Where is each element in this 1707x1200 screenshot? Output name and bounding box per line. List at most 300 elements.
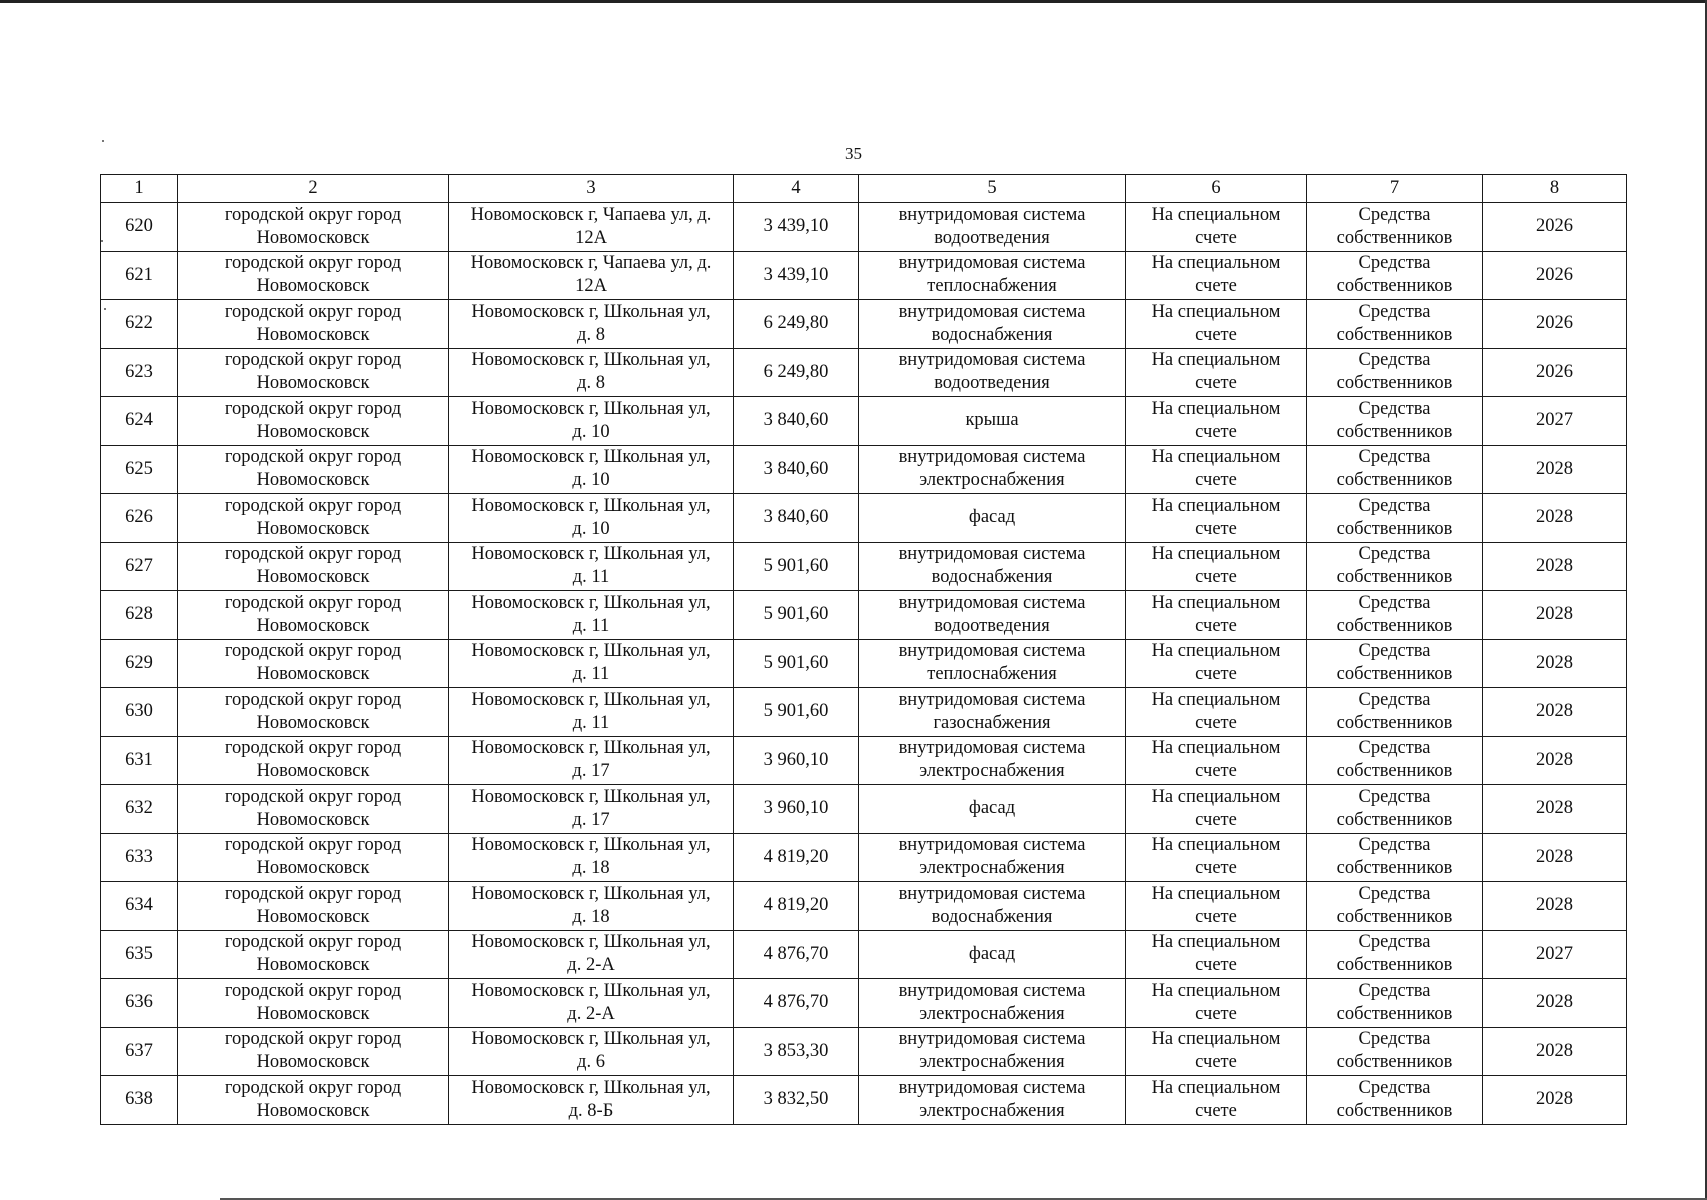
funding-source-cell — [1307, 300, 1483, 349]
fund-method-line: На специальном — [1151, 301, 1281, 322]
municipality-line: городской округ город — [224, 398, 402, 419]
municipality-cell — [178, 833, 449, 882]
address-cell — [449, 1027, 734, 1076]
fund-method-line: счете — [1195, 664, 1237, 685]
address-line: д. 2-А — [567, 1003, 615, 1024]
address-cell — [449, 494, 734, 543]
address-cell — [449, 445, 734, 494]
address-line: д. 11 — [572, 567, 610, 588]
address-cell — [449, 300, 734, 349]
planned-year-cell: 2028 — [1483, 979, 1627, 1028]
funding-source-cell — [1307, 882, 1483, 931]
fund-method-line: На специальном — [1151, 738, 1281, 759]
municipality-line: Новомосковск — [256, 1003, 370, 1024]
planned-year-cell: 2028 — [1483, 882, 1627, 931]
municipality-cell — [178, 397, 449, 446]
work-type-line: водоснабжения — [931, 906, 1053, 927]
address-cell — [449, 591, 734, 640]
funding-source-cell — [1307, 736, 1483, 785]
funding-source-line: собственников — [1336, 567, 1453, 588]
planned-year-cell: 2028 — [1483, 833, 1627, 882]
work-type-cell — [859, 542, 1126, 591]
address-line: Новомосковск г, Чапаева ул, д. — [470, 204, 712, 225]
funding-source-line: собственников — [1336, 761, 1453, 782]
fund-method-cell — [1126, 300, 1307, 349]
funding-source-cell — [1307, 785, 1483, 834]
address-line: Новомосковск г, Чапаева ул, д. — [470, 253, 712, 274]
fund-method-line: На специальном — [1151, 350, 1281, 371]
row-number-cell: 634 — [101, 882, 178, 931]
municipality-cell — [178, 203, 449, 252]
area-cell: 3 439,10 — [734, 203, 859, 252]
area-cell: 3 840,60 — [734, 397, 859, 446]
municipality-line: городской округ город — [224, 204, 402, 225]
area-cell: 5 901,60 — [734, 591, 859, 640]
address-line: д. 10 — [572, 470, 610, 491]
table-row — [101, 639, 1627, 688]
address-line: 12А — [575, 227, 607, 248]
column-header: 5 — [859, 175, 1126, 203]
planned-year-cell: 2028 — [1483, 445, 1627, 494]
funding-source-line: собственников — [1336, 615, 1453, 636]
area-cell: 3 840,60 — [734, 445, 859, 494]
municipality-line: городской округ город — [224, 447, 402, 468]
municipality-cell — [178, 1076, 449, 1125]
municipality-line: городской округ город — [224, 544, 402, 565]
municipality-cell — [178, 688, 449, 737]
work-type-line: крыша — [965, 410, 1019, 431]
municipality-line: Новомосковск — [256, 373, 370, 394]
funding-source-line: собственников — [1336, 1100, 1453, 1121]
work-type-line: внутридомовая система — [898, 641, 1086, 662]
fund-method-line: счете — [1195, 809, 1237, 830]
planned-year-cell: 2028 — [1483, 1076, 1627, 1125]
funding-source-line: Средства — [1358, 447, 1431, 468]
fund-method-cell — [1126, 882, 1307, 931]
municipality-cell — [178, 1027, 449, 1076]
fund-method-line: На специальном — [1151, 495, 1281, 516]
table-row — [101, 882, 1627, 931]
row-number-cell: 632 — [101, 785, 178, 834]
funding-source-line: Средства — [1358, 495, 1431, 516]
planned-year-cell: 2027 — [1483, 930, 1627, 979]
municipality-line: городской округ город — [224, 301, 402, 322]
funding-source-line: Средства — [1358, 301, 1431, 322]
fund-method-line: счете — [1195, 470, 1237, 491]
row-number-cell: 633 — [101, 833, 178, 882]
row-number-cell: 636 — [101, 979, 178, 1028]
address-line: Новомосковск г, Школьная ул, — [471, 883, 711, 904]
funding-source-line: Средства — [1358, 689, 1431, 710]
funding-source-line: собственников — [1336, 373, 1453, 394]
area-cell: 4 819,20 — [734, 833, 859, 882]
municipality-cell — [178, 494, 449, 543]
municipality-line: городской округ город — [224, 835, 402, 856]
address-cell — [449, 785, 734, 834]
fund-method-line: счете — [1195, 761, 1237, 782]
column-header: 6 — [1126, 175, 1307, 203]
municipality-line: Новомосковск — [256, 1052, 370, 1073]
row-number-cell: 620 — [101, 203, 178, 252]
fund-method-cell — [1126, 736, 1307, 785]
municipality-line: городской округ город — [224, 1029, 402, 1050]
funding-source-cell — [1307, 251, 1483, 300]
funding-source-line: Средства — [1358, 1029, 1431, 1050]
address-line: Новомосковск г, Школьная ул, — [471, 980, 711, 1001]
area-cell: 3 832,50 — [734, 1076, 859, 1125]
table-row — [101, 203, 1627, 252]
table-row — [101, 397, 1627, 446]
funding-source-line: Средства — [1358, 641, 1431, 662]
address-line: д. 8-Б — [568, 1100, 614, 1121]
address-cell — [449, 639, 734, 688]
address-line: д. 2-А — [567, 955, 615, 976]
address-cell — [449, 736, 734, 785]
funding-source-cell — [1307, 833, 1483, 882]
address-cell — [449, 1076, 734, 1125]
funding-source-cell — [1307, 397, 1483, 446]
municipality-line: городской округ город — [224, 1077, 402, 1098]
fund-method-line: счете — [1195, 518, 1237, 539]
work-type-line: водоснабжения — [931, 324, 1053, 345]
address-line: Новомосковск г, Школьная ул, — [471, 495, 711, 516]
row-number-cell: 631 — [101, 736, 178, 785]
scan-top-edge — [0, 0, 1707, 3]
row-number-cell: 638 — [101, 1076, 178, 1125]
funding-source-line: собственников — [1336, 276, 1453, 297]
funding-source-line: Средства — [1358, 544, 1431, 565]
municipality-line: городской округ город — [224, 738, 402, 759]
address-line: Новомосковск г, Школьная ул, — [471, 398, 711, 419]
funding-source-line: собственников — [1336, 1052, 1453, 1073]
funding-source-cell — [1307, 1076, 1483, 1125]
fund-method-line: На специальном — [1151, 1029, 1281, 1050]
scan-speck — [102, 140, 104, 142]
work-type-line: внутридомовая система — [898, 204, 1086, 225]
row-number-cell: 628 — [101, 591, 178, 640]
funding-source-line: Средства — [1358, 253, 1431, 274]
fund-method-line: счете — [1195, 421, 1237, 442]
fund-method-line: На специальном — [1151, 786, 1281, 807]
address-line: д. 18 — [572, 906, 610, 927]
funding-source-line: собственников — [1336, 664, 1453, 685]
table-row — [101, 300, 1627, 349]
municipality-line: Новомосковск — [256, 276, 370, 297]
address-line: д. 11 — [572, 664, 610, 685]
municipality-line: городской округ город — [224, 495, 402, 516]
fund-method-cell — [1126, 397, 1307, 446]
address-cell — [449, 688, 734, 737]
row-number-cell: 637 — [101, 1027, 178, 1076]
area-cell: 4 876,70 — [734, 930, 859, 979]
work-type-line: фасад — [968, 798, 1016, 819]
fund-method-line: счете — [1195, 955, 1237, 976]
area-cell: 5 901,60 — [734, 639, 859, 688]
fund-method-line: На специальном — [1151, 883, 1281, 904]
work-type-cell — [859, 785, 1126, 834]
work-type-cell — [859, 1076, 1126, 1125]
address-line: Новомосковск г, Школьная ул, — [471, 641, 711, 662]
municipality-cell — [178, 785, 449, 834]
column-number-row — [101, 175, 1627, 203]
work-type-line: внутридомовая система — [898, 980, 1086, 1001]
fund-method-line: На специальном — [1151, 592, 1281, 613]
municipality-line: городской округ город — [224, 592, 402, 613]
funding-source-line: собственников — [1336, 858, 1453, 879]
table-body — [101, 203, 1627, 1125]
column-header: 8 — [1483, 175, 1627, 203]
funding-source-line: Средства — [1358, 835, 1431, 856]
row-number-cell: 624 — [101, 397, 178, 446]
address-line: д. 17 — [572, 761, 610, 782]
address-cell — [449, 979, 734, 1028]
work-type-line: внутридомовая система — [898, 835, 1086, 856]
work-type-line: фасад — [968, 507, 1016, 528]
column-header: 2 — [178, 175, 449, 203]
fund-method-cell — [1126, 542, 1307, 591]
fund-method-line: счете — [1195, 227, 1237, 248]
funding-source-cell — [1307, 542, 1483, 591]
work-type-line: внутридомовая система — [898, 738, 1086, 759]
work-type-cell — [859, 445, 1126, 494]
municipality-cell — [178, 930, 449, 979]
funding-source-cell — [1307, 1027, 1483, 1076]
funding-source-cell — [1307, 979, 1483, 1028]
municipality-line: Новомосковск — [256, 567, 370, 588]
work-type-cell — [859, 591, 1126, 640]
table-row — [101, 542, 1627, 591]
address-cell — [449, 348, 734, 397]
work-type-line: внутридомовая система — [898, 544, 1086, 565]
fund-method-cell — [1126, 785, 1307, 834]
funding-source-cell — [1307, 348, 1483, 397]
address-line: Новомосковск г, Школьная ул, — [471, 786, 711, 807]
planned-year-cell: 2026 — [1483, 251, 1627, 300]
work-type-line: внутридомовая система — [898, 350, 1086, 371]
fund-method-line: счете — [1195, 858, 1237, 879]
work-type-cell — [859, 300, 1126, 349]
funding-source-line: Средства — [1358, 1077, 1431, 1098]
municipality-line: городской округ город — [224, 689, 402, 710]
funding-source-line: Средства — [1358, 786, 1431, 807]
funding-source-line: собственников — [1336, 324, 1453, 345]
fund-method-line: На специальном — [1151, 932, 1281, 953]
fund-method-line: На специальном — [1151, 1077, 1281, 1098]
fund-method-line: счете — [1195, 712, 1237, 733]
table-row — [101, 348, 1627, 397]
municipality-cell — [178, 591, 449, 640]
planned-year-cell: 2028 — [1483, 785, 1627, 834]
municipality-line: городской округ город — [224, 641, 402, 662]
row-number-cell: 621 — [101, 251, 178, 300]
column-header: 1 — [101, 175, 178, 203]
fund-method-line: счете — [1195, 276, 1237, 297]
planned-year-cell: 2028 — [1483, 688, 1627, 737]
funding-source-cell — [1307, 591, 1483, 640]
fund-method-line: счете — [1195, 567, 1237, 588]
address-cell — [449, 203, 734, 252]
work-type-cell — [859, 736, 1126, 785]
municipality-line: Новомосковск — [256, 809, 370, 830]
work-type-line: водоотведения — [934, 615, 1050, 636]
fund-method-cell — [1126, 494, 1307, 543]
work-type-cell — [859, 494, 1126, 543]
fund-method-line: счете — [1195, 1100, 1237, 1121]
funding-source-line: Средства — [1358, 738, 1431, 759]
municipality-line: Новомосковск — [256, 955, 370, 976]
address-line: Новомосковск г, Школьная ул, — [471, 301, 711, 322]
address-cell — [449, 930, 734, 979]
address-line: д. 18 — [572, 858, 610, 879]
fund-method-line: На специальном — [1151, 641, 1281, 662]
fund-method-cell — [1126, 1076, 1307, 1125]
municipality-line: городской округ город — [224, 883, 402, 904]
work-type-line: электроснабжения — [919, 1003, 1065, 1024]
municipality-line: Новомосковск — [256, 664, 370, 685]
fund-method-line: На специальном — [1151, 204, 1281, 225]
work-type-line: внутридомовая система — [898, 447, 1086, 468]
work-type-line: фасад — [968, 943, 1016, 964]
address-line: Новомосковск г, Школьная ул, — [471, 1077, 711, 1098]
work-type-cell — [859, 639, 1126, 688]
municipality-line: Новомосковск — [256, 470, 370, 491]
municipality-line: Новомосковск — [256, 858, 370, 879]
funding-source-cell — [1307, 203, 1483, 252]
planned-year-cell: 2028 — [1483, 591, 1627, 640]
fund-method-cell — [1126, 639, 1307, 688]
municipality-line: Новомосковск — [256, 518, 370, 539]
municipality-cell — [178, 348, 449, 397]
row-number-cell: 630 — [101, 688, 178, 737]
fund-method-line: На специальном — [1151, 253, 1281, 274]
municipality-line: Новомосковск — [256, 1100, 370, 1121]
work-type-line: теплоснабжения — [927, 664, 1057, 685]
funding-source-cell — [1307, 494, 1483, 543]
work-type-line: водоотведения — [934, 227, 1050, 248]
planned-year-cell: 2028 — [1483, 542, 1627, 591]
municipality-cell — [178, 542, 449, 591]
address-line: Новомосковск г, Школьная ул, — [471, 350, 711, 371]
municipality-line: Новомосковск — [256, 615, 370, 636]
address-line: д. 11 — [572, 615, 610, 636]
address-line: Новомосковск г, Школьная ул, — [471, 544, 711, 565]
fund-method-cell — [1126, 688, 1307, 737]
planned-year-cell: 2028 — [1483, 639, 1627, 688]
work-type-line: внутридомовая система — [898, 301, 1086, 322]
area-cell: 5 901,60 — [734, 542, 859, 591]
fund-method-line: На специальном — [1151, 447, 1281, 468]
work-type-line: внутридомовая система — [898, 689, 1086, 710]
work-type-line: водоотведения — [934, 373, 1050, 394]
fund-method-line: счете — [1195, 324, 1237, 345]
municipality-line: городской округ город — [224, 350, 402, 371]
address-cell — [449, 542, 734, 591]
fund-method-line: На специальном — [1151, 835, 1281, 856]
address-line: Новомосковск г, Школьная ул, — [471, 835, 711, 856]
funding-source-line: собственников — [1336, 712, 1453, 733]
funding-source-line: Средства — [1358, 980, 1431, 1001]
fund-method-cell — [1126, 348, 1307, 397]
row-number-cell: 622 — [101, 300, 178, 349]
municipality-line: городской округ город — [224, 980, 402, 1001]
table-row — [101, 785, 1627, 834]
funding-source-line: собственников — [1336, 906, 1453, 927]
table-row — [101, 251, 1627, 300]
address-cell — [449, 397, 734, 446]
fund-method-cell — [1126, 1027, 1307, 1076]
address-line: д. 8 — [577, 373, 605, 394]
fund-method-line: На специальном — [1151, 980, 1281, 1001]
row-number-cell: 627 — [101, 542, 178, 591]
work-type-line: внутридомовая система — [898, 883, 1086, 904]
funding-source-line: Средства — [1358, 592, 1431, 613]
address-line: 12А — [575, 276, 607, 297]
fund-method-line: счете — [1195, 1003, 1237, 1024]
address-line: Новомосковск г, Школьная ул, — [471, 689, 711, 710]
area-cell: 6 249,80 — [734, 348, 859, 397]
address-line: Новомосковск г, Школьная ул, — [471, 592, 711, 613]
work-type-line: электроснабжения — [919, 761, 1065, 782]
funding-source-line: Средства — [1358, 204, 1431, 225]
table-row — [101, 1076, 1627, 1125]
table-row — [101, 833, 1627, 882]
work-type-line: водоснабжения — [931, 567, 1053, 588]
fund-method-line: На специальном — [1151, 544, 1281, 565]
municipality-line: Новомосковск — [256, 712, 370, 733]
work-type-line: электроснабжения — [919, 470, 1065, 491]
municipality-cell — [178, 445, 449, 494]
municipality-cell — [178, 639, 449, 688]
area-cell: 3 840,60 — [734, 494, 859, 543]
work-type-line: внутридомовая система — [898, 1029, 1086, 1050]
column-header: 3 — [449, 175, 734, 203]
planned-year-cell: 2026 — [1483, 348, 1627, 397]
table-row — [101, 494, 1627, 543]
planned-year-cell: 2028 — [1483, 736, 1627, 785]
table-row — [101, 688, 1627, 737]
fund-method-cell — [1126, 833, 1307, 882]
municipality-cell — [178, 979, 449, 1028]
planned-year-cell: 2027 — [1483, 397, 1627, 446]
address-line: д. 10 — [572, 421, 610, 442]
table-row — [101, 1027, 1627, 1076]
address-cell — [449, 882, 734, 931]
funding-source-cell — [1307, 445, 1483, 494]
funding-source-line: Средства — [1358, 350, 1431, 371]
fund-method-line: На специальном — [1151, 689, 1281, 710]
fund-method-line: счете — [1195, 1052, 1237, 1073]
funding-source-line: собственников — [1336, 955, 1453, 976]
funding-source-line: собственников — [1336, 421, 1453, 442]
municipality-line: городской округ город — [224, 253, 402, 274]
fund-method-cell — [1126, 203, 1307, 252]
table-row — [101, 979, 1627, 1028]
work-type-cell — [859, 833, 1126, 882]
fund-method-line: счете — [1195, 906, 1237, 927]
area-cell: 3 439,10 — [734, 251, 859, 300]
table-row — [101, 930, 1627, 979]
address-line: Новомосковск г, Школьная ул, — [471, 447, 711, 468]
fund-method-cell — [1126, 930, 1307, 979]
municipality-line: Новомосковск — [256, 761, 370, 782]
row-number-cell: 623 — [101, 348, 178, 397]
address-line: Новомосковск г, Школьная ул, — [471, 738, 711, 759]
municipality-line: городской округ город — [224, 932, 402, 953]
address-line: д. 11 — [572, 712, 610, 733]
funding-source-line: Средства — [1358, 883, 1431, 904]
municipality-cell — [178, 251, 449, 300]
row-number-cell: 635 — [101, 930, 178, 979]
